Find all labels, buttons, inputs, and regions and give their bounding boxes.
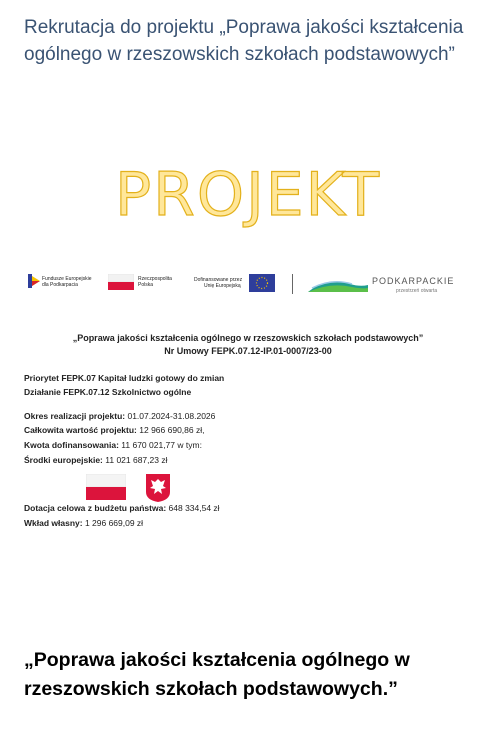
- polish-eagle-emblem-icon: [146, 474, 170, 502]
- eu-funds-line: Środki europejskie: 11 021 687,23 zł: [24, 455, 168, 465]
- page-title: Rekrutacja do projektu „Poprawa jakości kształcenia ogólnego w rzeszowskich szkołach podstawowych”: [24, 17, 464, 65]
- cofinancing-line: Kwota dofinansowania: 11 670 021,77 w tym:: [24, 440, 202, 450]
- total-value-line: Całkowita wartość projektu: 12 966 690,86 zł,: [24, 425, 205, 435]
- action-line: Działanie FEPK.07.12 Szkolnictwo ogólne: [24, 387, 192, 397]
- podkarpackie-hills-icon: [308, 274, 368, 296]
- poland-flag-icon: [86, 474, 126, 500]
- budget-line: Dotacja celowa z budżetu państwa: 648 334,54 zł: [24, 503, 220, 513]
- projekt-heading: PROJEKT: [114, 160, 382, 230]
- podkarpackie-tagline: przestrzeń otwarta: [396, 288, 438, 294]
- project-name-footer: „Poprawa jakości kształcenia ogólnego w rzeszowskich szkołach podstawowych.”: [24, 649, 410, 700]
- contract-number: Nr Umowy FEPK.07.12-IP.01-0007/23-00: [164, 346, 332, 356]
- logos-strip: [24, 268, 470, 308]
- eu-flag-icon: [249, 274, 275, 292]
- fe-logo-text: Fundusze Europejskie dla Podkarpacia: [42, 276, 92, 288]
- period-line: Okres realizacji projektu: 01.07.2024-31.08.2026: [24, 411, 216, 421]
- poland-flag-icon: [108, 274, 134, 290]
- own-contribution-line: Wkład własny: 1 296 669,09 zł: [24, 518, 144, 528]
- rp-logo-text: Rzeczpospolita Polska: [138, 276, 172, 288]
- podkarpackie-name: PODKARPACKIE: [372, 276, 455, 286]
- priority-line: Priorytet FEPK.07 Kapitał ludzki gotowy do zmian: [24, 373, 225, 383]
- eu-logo-text: Dofinansowane przez Unię Europejską: [194, 277, 243, 289]
- project-title: „Poprawa jakości kształcenia ogólnego w rzeszowskich szkołach podstawowych”: [72, 333, 424, 343]
- logo-divider: [292, 274, 293, 294]
- fe-logo-icon: [28, 274, 40, 288]
